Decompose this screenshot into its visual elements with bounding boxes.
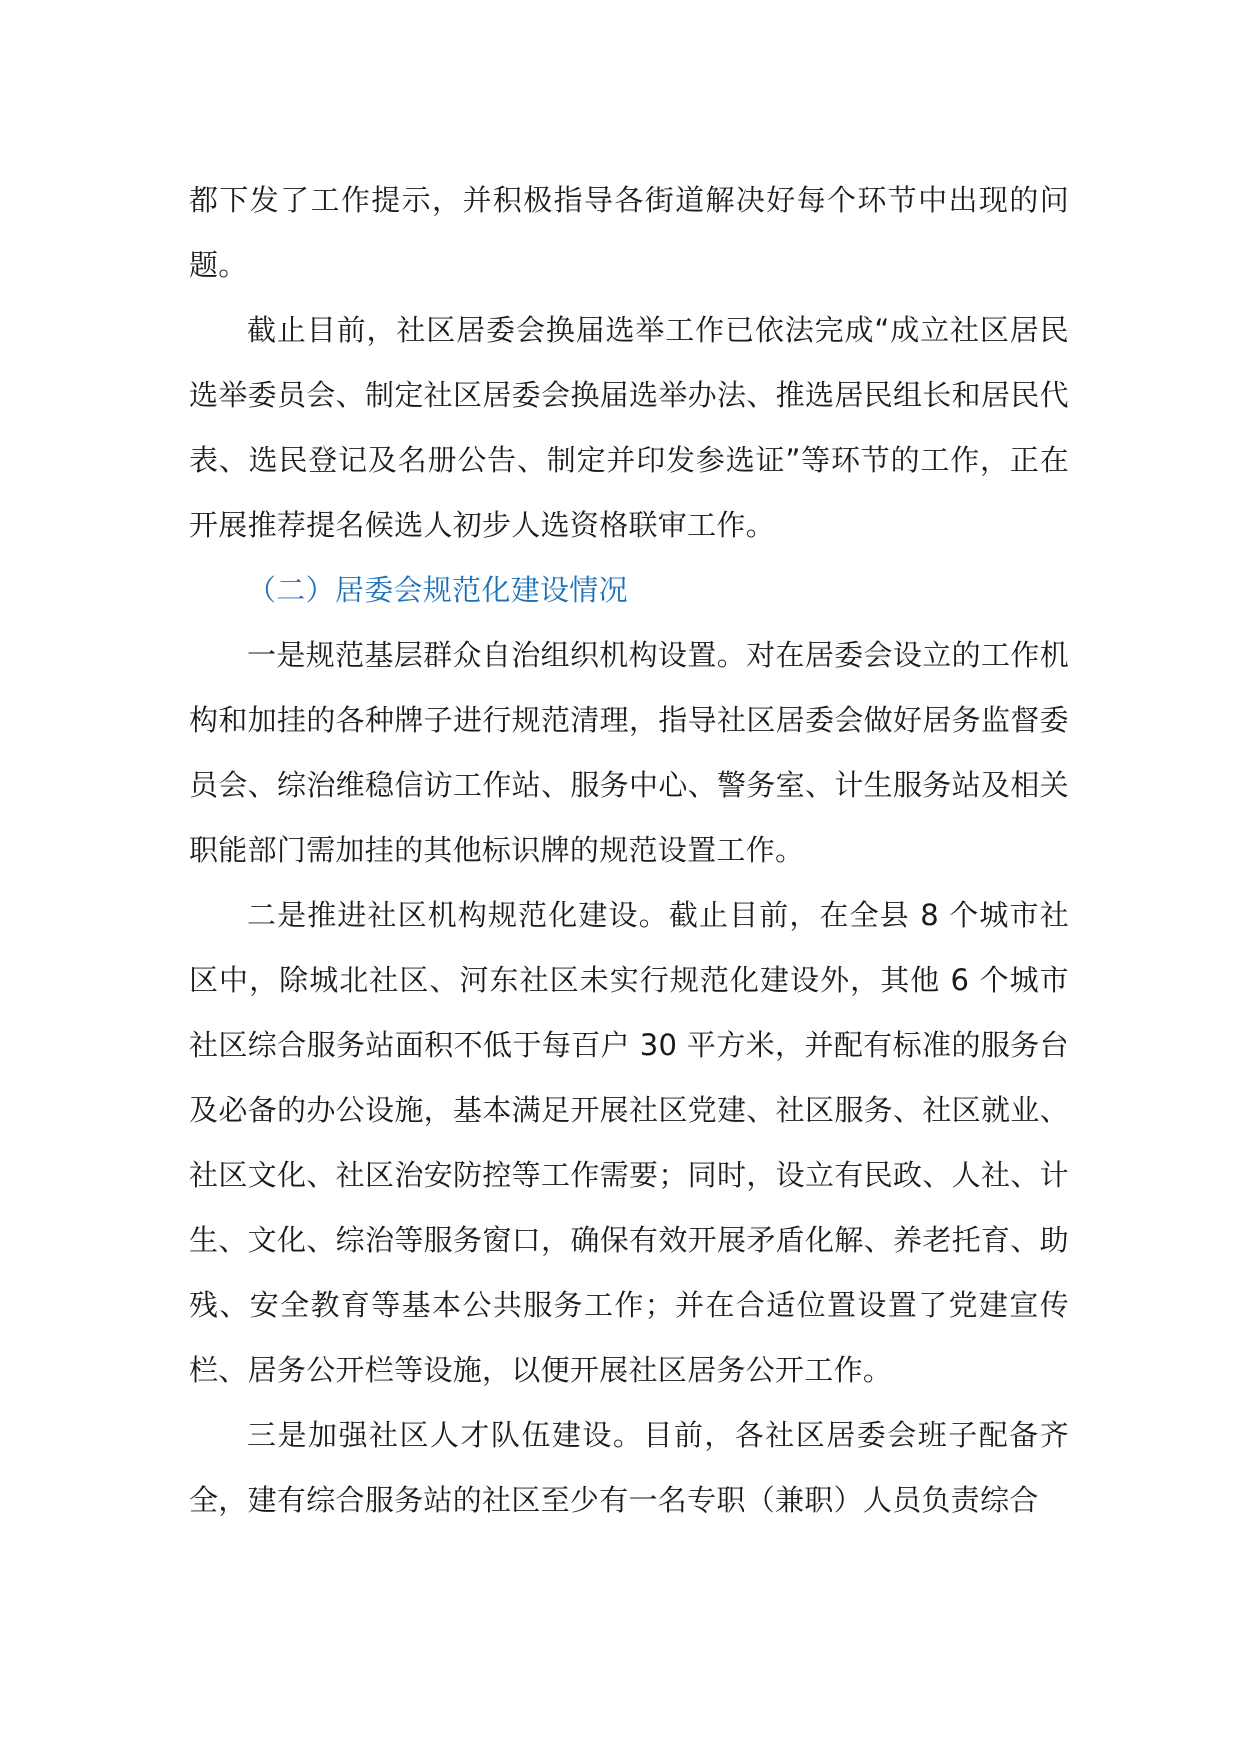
paragraph-election-progress: 截止目前，社区居委会换届选举工作已依法完成“成立社区居民选举委员会、制定社区居委会换届选举办法、推选居民组长和居民代表、选民登记及名册公告、制定并印发参选证”等环节的工作，正在开展推荐提名候选人初步人选资格联审工作。 bbox=[189, 313, 1069, 542]
document-body bbox=[189, 168, 1069, 1533]
paragraph-institution-building: 二是推进社区机构规范化建设。截止目前，在全县 8 个城市社区中，除城北社区、河东社区未实行规范化建设外，其他 6 个城市社区综合服务站面积不低于每百户 30 平方米，并配有标准的服务台及必备的办公设施，基本满足开展社区党建、社区服务、社区就业、社区文化、社区治安防控等工作需要；同时，设立有民政、人社、计生、文化、综治等服务窗口，确保有效开展矛盾化解、养老托育、助残、安全教育等基本公共服务工作；并在合适位置设置了党建宣传栏、居务公开栏等设施，以便开展社区居务公开工作。 bbox=[189, 898, 1069, 1387]
paragraph-continuation: 都下发了工作提示，并积极指导各街道解决好每个环节中出现的问题。 bbox=[189, 183, 1069, 282]
section-heading: （二）居委会规范化建设情况 bbox=[247, 573, 628, 607]
paragraph-organization-setup: 一是规范基层群众自治组织机构设置。对在居委会设立的工作机构和加挂的各种牌子进行规范清理，指导社区居委会做好居务监督委员会、综治维稳信访工作站、服务中心、警务室、计生服务站及相关职能部门需加挂的其他标识牌的规范设置工作。 bbox=[189, 638, 1069, 867]
paragraph-talent-building: 三是加强社区人才队伍建设。目前，各社区居委会班子配备齐全，建有综合服务站的社区至少有一名专职（兼职）人员负责综合 bbox=[189, 1418, 1069, 1517]
